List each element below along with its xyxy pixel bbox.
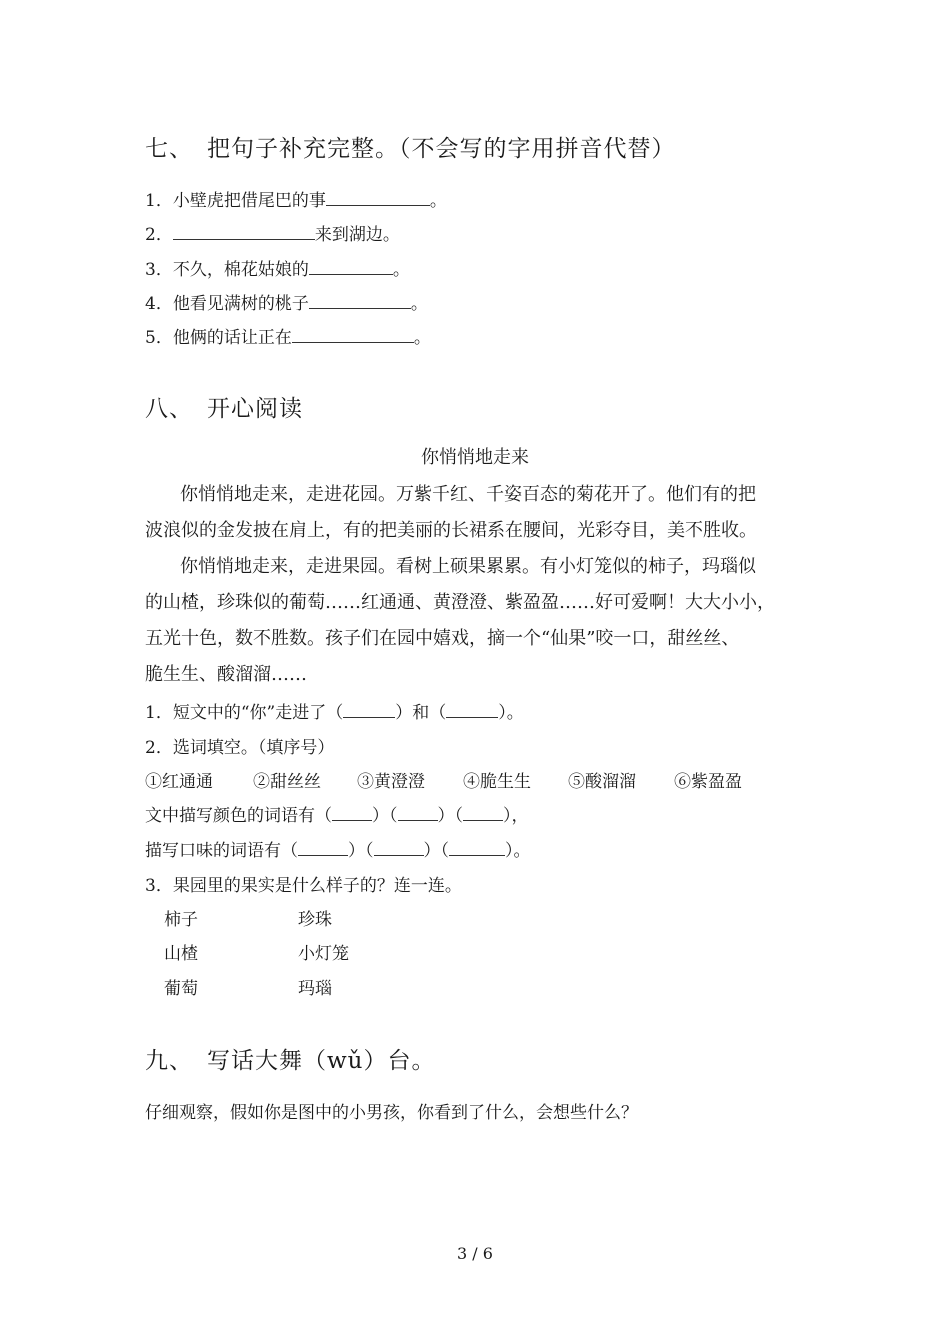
s7-item-5	[145, 323, 431, 348]
section-9-number: 九、	[145, 1048, 193, 1074]
taste-q-text-a: 描写口味的词语有（	[145, 841, 298, 861]
section-9-heading	[145, 1042, 436, 1075]
passage-line-5: 五光十色，数不胜数。孩子们在园中嬉戏，摘一个“仙果”咬一口，甜丝丝、	[145, 628, 740, 649]
passage-line-2: 波浪似的金发披在肩上，有的把美丽的长裙系在腰间，光彩夺目，美不胜收。	[145, 520, 757, 541]
match-left-2[interactable]: 山楂	[164, 944, 198, 964]
taste-words-question	[145, 836, 531, 861]
color-q-text-c: ）（	[437, 806, 463, 826]
option-3: ③黄澄澄	[357, 772, 425, 792]
taste-blank-1[interactable]	[298, 841, 348, 856]
color-q-text-d: ），	[503, 806, 529, 826]
color-q-text-b: ）（	[372, 806, 398, 826]
writing-prompt: 仔细观察，假如你是图中的小男孩，你看到了什么，会想些什么？	[145, 1103, 638, 1123]
q1-text-a: 1．短文中的“你”走进了（	[145, 703, 344, 723]
color-blank-3[interactable]	[463, 806, 503, 821]
color-words-question	[145, 801, 529, 826]
options-row	[145, 767, 742, 792]
s7-item-2	[145, 220, 400, 245]
match-left-1[interactable]: 柿子	[164, 910, 198, 930]
s7-item-2-end: 来到湖边。	[314, 225, 400, 245]
taste-q-text-d: ）。	[505, 841, 531, 861]
s7-item-1-blank[interactable]	[326, 191, 430, 206]
q1-text-c: ）。	[498, 703, 524, 723]
option-6: ⑥紫盈盈	[674, 772, 742, 792]
color-blank-2[interactable]	[398, 806, 438, 821]
q1-blank-1[interactable]	[343, 703, 395, 718]
taste-blank-2[interactable]	[374, 841, 424, 856]
q1-blank-2[interactable]	[446, 703, 498, 718]
s7-item-3-text: 3．不久，棉花姑娘的	[145, 260, 309, 280]
s7-item-2-text: 2．	[145, 225, 173, 245]
passage-line-1: 你悄悄地走来，走进花园。万紫千红、千姿百态的菊花开了。他们有的把	[180, 484, 756, 505]
s7-item-2-blank[interactable]	[173, 225, 315, 240]
passage-line-3: 你悄悄地走来，走进果园。看树上硕果累累。有小灯笼似的柿子，玛瑙似	[180, 556, 756, 577]
passage-line-4: 的山楂，珍珠似的葡萄……红通通、黄澄澄、紫盈盈……好可爱啊！大大小小，	[145, 592, 775, 613]
s8-question-1	[145, 698, 524, 723]
section-9-title: 写话大舞（wǔ）台。	[207, 1048, 436, 1074]
s7-item-3-end: 。	[392, 260, 410, 280]
s7-item-4-blank[interactable]	[309, 294, 411, 309]
color-q-text-a: 文中描写颜色的词语有（	[145, 806, 332, 826]
passage-line-6: 脆生生、酸溜溜……	[145, 664, 307, 685]
section-8-heading	[145, 390, 303, 423]
s7-item-4-text: 4．他看见满树的桃子	[145, 294, 309, 314]
option-1: ①红通通	[145, 772, 213, 792]
q1-text-b: ）和（	[395, 703, 447, 723]
option-5: ⑤酸溜溜	[568, 772, 636, 792]
match-right-2[interactable]: 小灯笼	[298, 944, 349, 964]
s8-question-2: 2．选词填空。（填序号）	[145, 738, 335, 758]
taste-q-text-b: ）（	[348, 841, 374, 861]
s7-item-5-text: 5．他俩的话让正在	[145, 328, 292, 348]
s7-item-3	[145, 255, 410, 280]
s7-item-1-text: 1．小壁虎把借尾巴的事	[145, 191, 326, 211]
s7-item-4	[145, 289, 428, 314]
color-blank-1[interactable]	[332, 806, 372, 821]
s7-item-1	[145, 186, 447, 211]
section-8-title: 开心阅读	[207, 396, 303, 422]
s7-item-5-blank[interactable]	[292, 328, 414, 343]
page-number: 3 / 6	[457, 1244, 493, 1263]
taste-q-text-c: ）（	[423, 841, 449, 861]
s7-item-4-end: 。	[410, 294, 428, 314]
match-right-3[interactable]: 玛瑙	[298, 979, 332, 999]
option-2: ②甜丝丝	[253, 772, 321, 792]
match-left-3[interactable]: 葡萄	[164, 979, 198, 999]
section-7-title: 把句子补充完整。（不会写的字用拼音代替）	[207, 136, 676, 162]
match-right-1[interactable]: 珍珠	[298, 910, 332, 930]
taste-blank-3[interactable]	[449, 841, 505, 856]
section-7-number: 七、	[145, 136, 193, 162]
s7-item-1-end: 。	[429, 191, 447, 211]
s7-item-5-end: 。	[413, 328, 431, 348]
section-8-number: 八、	[145, 396, 193, 422]
section-7-heading	[145, 130, 676, 163]
option-4: ④脆生生	[463, 772, 531, 792]
passage-title: 你悄悄地走来	[421, 447, 529, 468]
s7-item-3-blank[interactable]	[309, 260, 393, 275]
s8-question-3: 3．果园里的果实是什么样子的？连一连。	[145, 876, 462, 896]
